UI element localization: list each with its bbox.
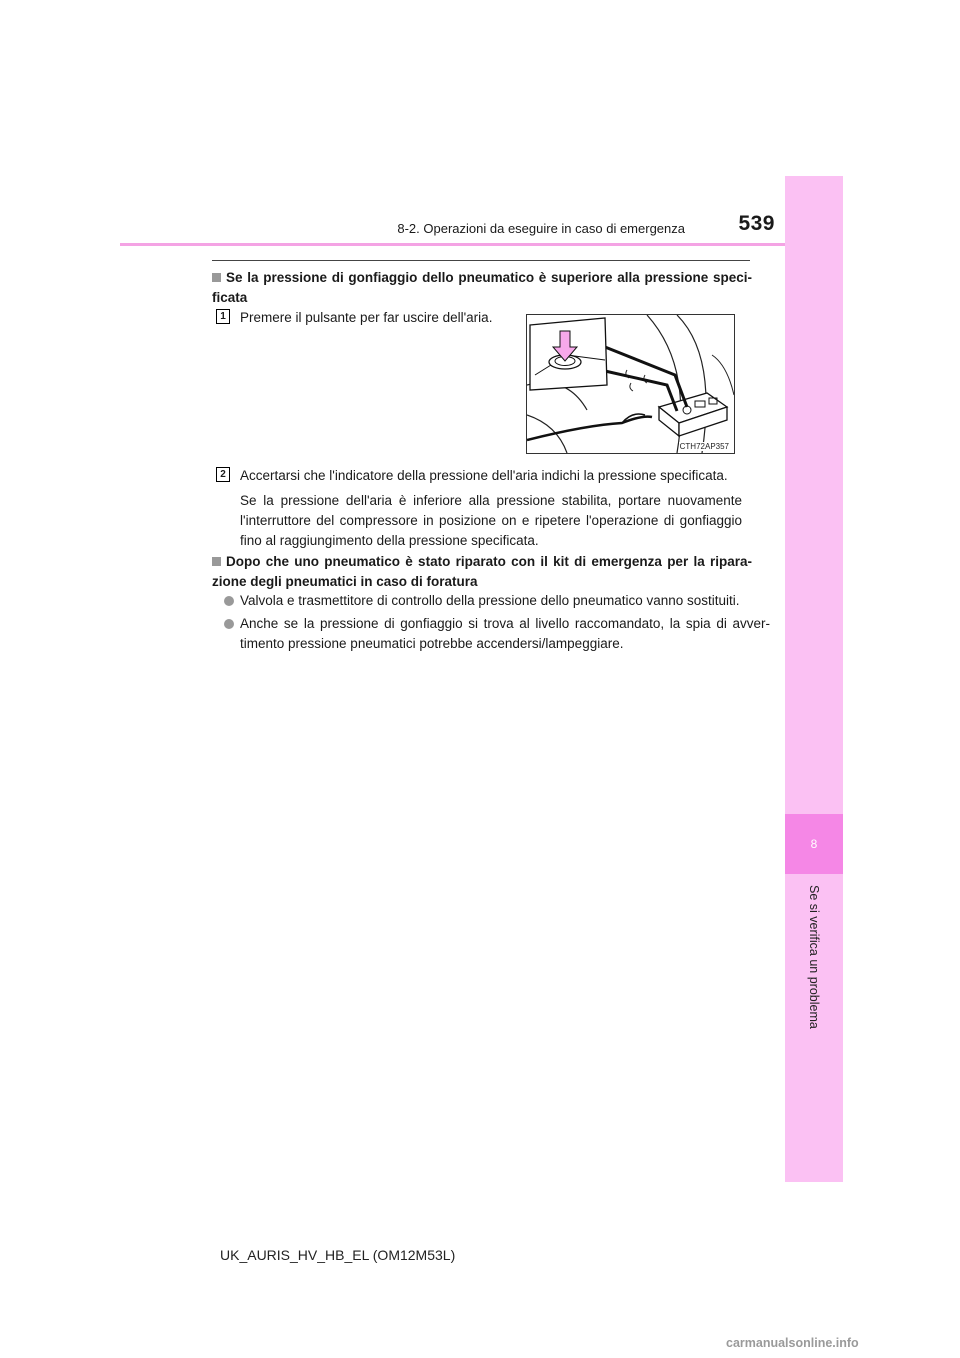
figure-code: CTH72AP357 xyxy=(679,442,729,451)
watermark-link[interactable]: carmanualsonline.info xyxy=(726,1336,859,1350)
side-chapter-tab xyxy=(785,176,843,1182)
square-bullet-icon xyxy=(212,273,221,282)
header-divider xyxy=(120,243,785,246)
list-item-text: Anche se la pressione di gonfiaggio si trova al livello raccomandato, la spia di avver-timento pressione pneumatici potrebbe accendersi/lampeggiare. xyxy=(240,616,770,651)
page-number: 539 xyxy=(738,212,775,235)
list-item xyxy=(224,614,770,654)
chapter-title-vertical: Se si verifica un problema xyxy=(807,885,821,1029)
step1-instruction: Premere il pulsante per far uscire dell'aria. xyxy=(240,310,493,325)
square-bullet-icon xyxy=(212,557,221,566)
header-section-title: 8-2. Operazioni da eseguire in caso di emergenza xyxy=(397,221,685,236)
content-top-rule xyxy=(212,260,750,261)
section-heading-overpressure xyxy=(212,268,752,308)
step2-instruction: Accertarsi che l'indicatore della pressione dell'aria indichi la pressione specificata. xyxy=(240,468,728,483)
footer-model-code: UK_AURIS_HV_HB_EL (OM12M53L) xyxy=(220,1247,456,1263)
chapter-number-tab: 8 xyxy=(785,814,843,874)
section-heading-text: Dopo che uno pneumatico è stato riparato con il kit di emergenza per la ripara-zione degli pneumatici in caso di foratura xyxy=(212,554,752,589)
round-bullet-icon xyxy=(224,619,234,629)
list-item-text: Valvola e trasmettitore di controllo della pressione dello pneumatico vanno sostituiti. xyxy=(240,593,740,608)
section-heading-after-repair xyxy=(212,552,752,592)
round-bullet-icon xyxy=(224,596,234,606)
list-item xyxy=(224,591,770,611)
compressor-illustration xyxy=(527,315,734,453)
section-heading-text: Se la pressione di gonfiaggio dello pneumatico è superiore alla pressione speci-ficata xyxy=(212,270,752,305)
step-badge-1: 1 xyxy=(216,309,230,324)
step2-note: Se la pressione dell'aria è inferiore alla pressione stabilita, portare nuovamente l'interruttore del compressore in posizione on e ripetere l'operazione di gonfiaggio fino al raggiungimento della pressione specificata. xyxy=(240,493,742,548)
step-badge-2: 2 xyxy=(216,467,230,482)
illustration-release-air-button xyxy=(526,314,735,454)
